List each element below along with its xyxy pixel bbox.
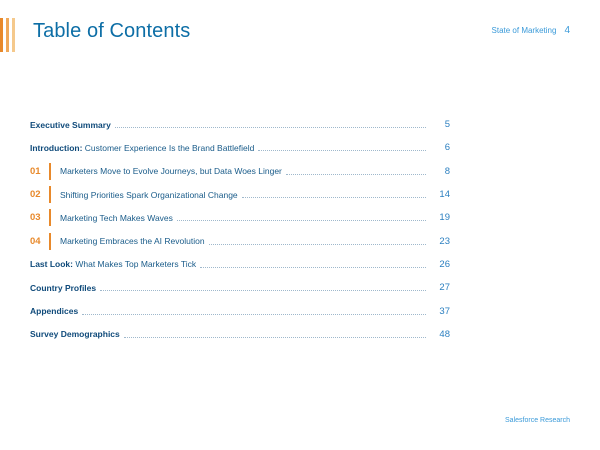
- dot-leader: [242, 197, 426, 198]
- toc-entry[interactable]: [30, 253, 450, 276]
- toc-page-number: 27: [439, 282, 450, 294]
- chapter-divider: [49, 233, 51, 250]
- page-title: Table of Contents: [33, 20, 191, 42]
- toc-entry[interactable]: [30, 276, 450, 299]
- toc-entry[interactable]: [30, 160, 450, 183]
- table-of-contents: [30, 113, 450, 346]
- decorative-stripes: [0, 18, 15, 52]
- toc-entry-title: [30, 259, 196, 269]
- toc-entry[interactable]: [30, 113, 450, 136]
- chapter-number: 04: [30, 235, 41, 247]
- toc-entry-heading: Appendices: [30, 306, 79, 317]
- toc-entry[interactable]: [30, 206, 450, 229]
- dot-leader: [258, 150, 426, 151]
- stripe: [6, 18, 9, 52]
- toc-page-number: 23: [439, 235, 450, 247]
- toc-entry-subtitle: Marketers Move to Evolve Journeys, but Data Woes Linger: [60, 166, 282, 177]
- toc-entry[interactable]: [30, 299, 450, 322]
- toc-entry[interactable]: [30, 229, 450, 252]
- toc-page-number: 26: [439, 258, 450, 270]
- stripe: [12, 18, 15, 52]
- dot-leader: [200, 267, 426, 268]
- toc-page-number: 14: [439, 189, 450, 201]
- chapter-divider: [49, 186, 51, 203]
- chapter-number: 02: [30, 189, 41, 201]
- toc-entry-title: [30, 283, 96, 293]
- dot-leader: [100, 290, 426, 291]
- document-name: State of Marketing: [491, 26, 557, 35]
- toc-entry-heading: Introduction:: [30, 142, 83, 153]
- toc-page-number: 37: [439, 305, 450, 317]
- toc-entry-subtitle: What Makes Top Marketers Tick: [72, 259, 197, 270]
- toc-entry-title: [30, 143, 254, 153]
- running-header: [492, 25, 570, 36]
- page-number: 4: [564, 25, 570, 36]
- dot-leader: [124, 337, 426, 338]
- chapter-divider: [49, 209, 51, 226]
- toc-entry[interactable]: [30, 323, 450, 346]
- toc-entry-heading: Last Look:: [30, 259, 73, 270]
- toc-entry-heading: Executive Summary: [30, 119, 111, 130]
- toc-page-number: 19: [439, 212, 450, 224]
- footer-text: Salesforce Research: [505, 417, 570, 424]
- dot-leader: [115, 127, 426, 128]
- toc-entry-title: [60, 166, 282, 176]
- toc-entry[interactable]: [30, 183, 450, 206]
- toc-entry-subtitle: Shifting Priorities Spark Organizational Change: [60, 189, 238, 200]
- toc-entry-title: [60, 236, 205, 246]
- toc-page-number: 6: [444, 142, 450, 154]
- toc-page-number: 5: [444, 119, 450, 131]
- dot-leader: [177, 220, 426, 221]
- toc-entry-title: [60, 190, 238, 200]
- toc-entry-subtitle: Marketing Tech Makes Waves: [60, 212, 173, 223]
- chapter-number: 03: [30, 212, 41, 224]
- toc-entry-heading: Country Profiles: [30, 282, 97, 293]
- stripe: [0, 18, 3, 52]
- chapter-number: 01: [30, 165, 41, 177]
- toc-entry-subtitle: Marketing Embraces the AI Revolution: [60, 236, 205, 247]
- toc-entry-title: [30, 120, 111, 130]
- dot-leader: [82, 314, 426, 315]
- toc-page-number: 8: [444, 165, 450, 177]
- toc-entry-heading: Survey Demographics: [30, 329, 120, 340]
- toc-entry-title: [30, 329, 120, 339]
- toc-entry[interactable]: [30, 136, 450, 159]
- dot-leader: [286, 174, 426, 175]
- chapter-divider: [49, 163, 51, 180]
- toc-entry-title: [30, 306, 78, 316]
- toc-page-number: 48: [439, 328, 450, 340]
- dot-leader: [209, 244, 426, 245]
- toc-entry-title: [60, 213, 173, 223]
- toc-entry-subtitle: Customer Experience Is the Brand Battlefield: [82, 142, 255, 153]
